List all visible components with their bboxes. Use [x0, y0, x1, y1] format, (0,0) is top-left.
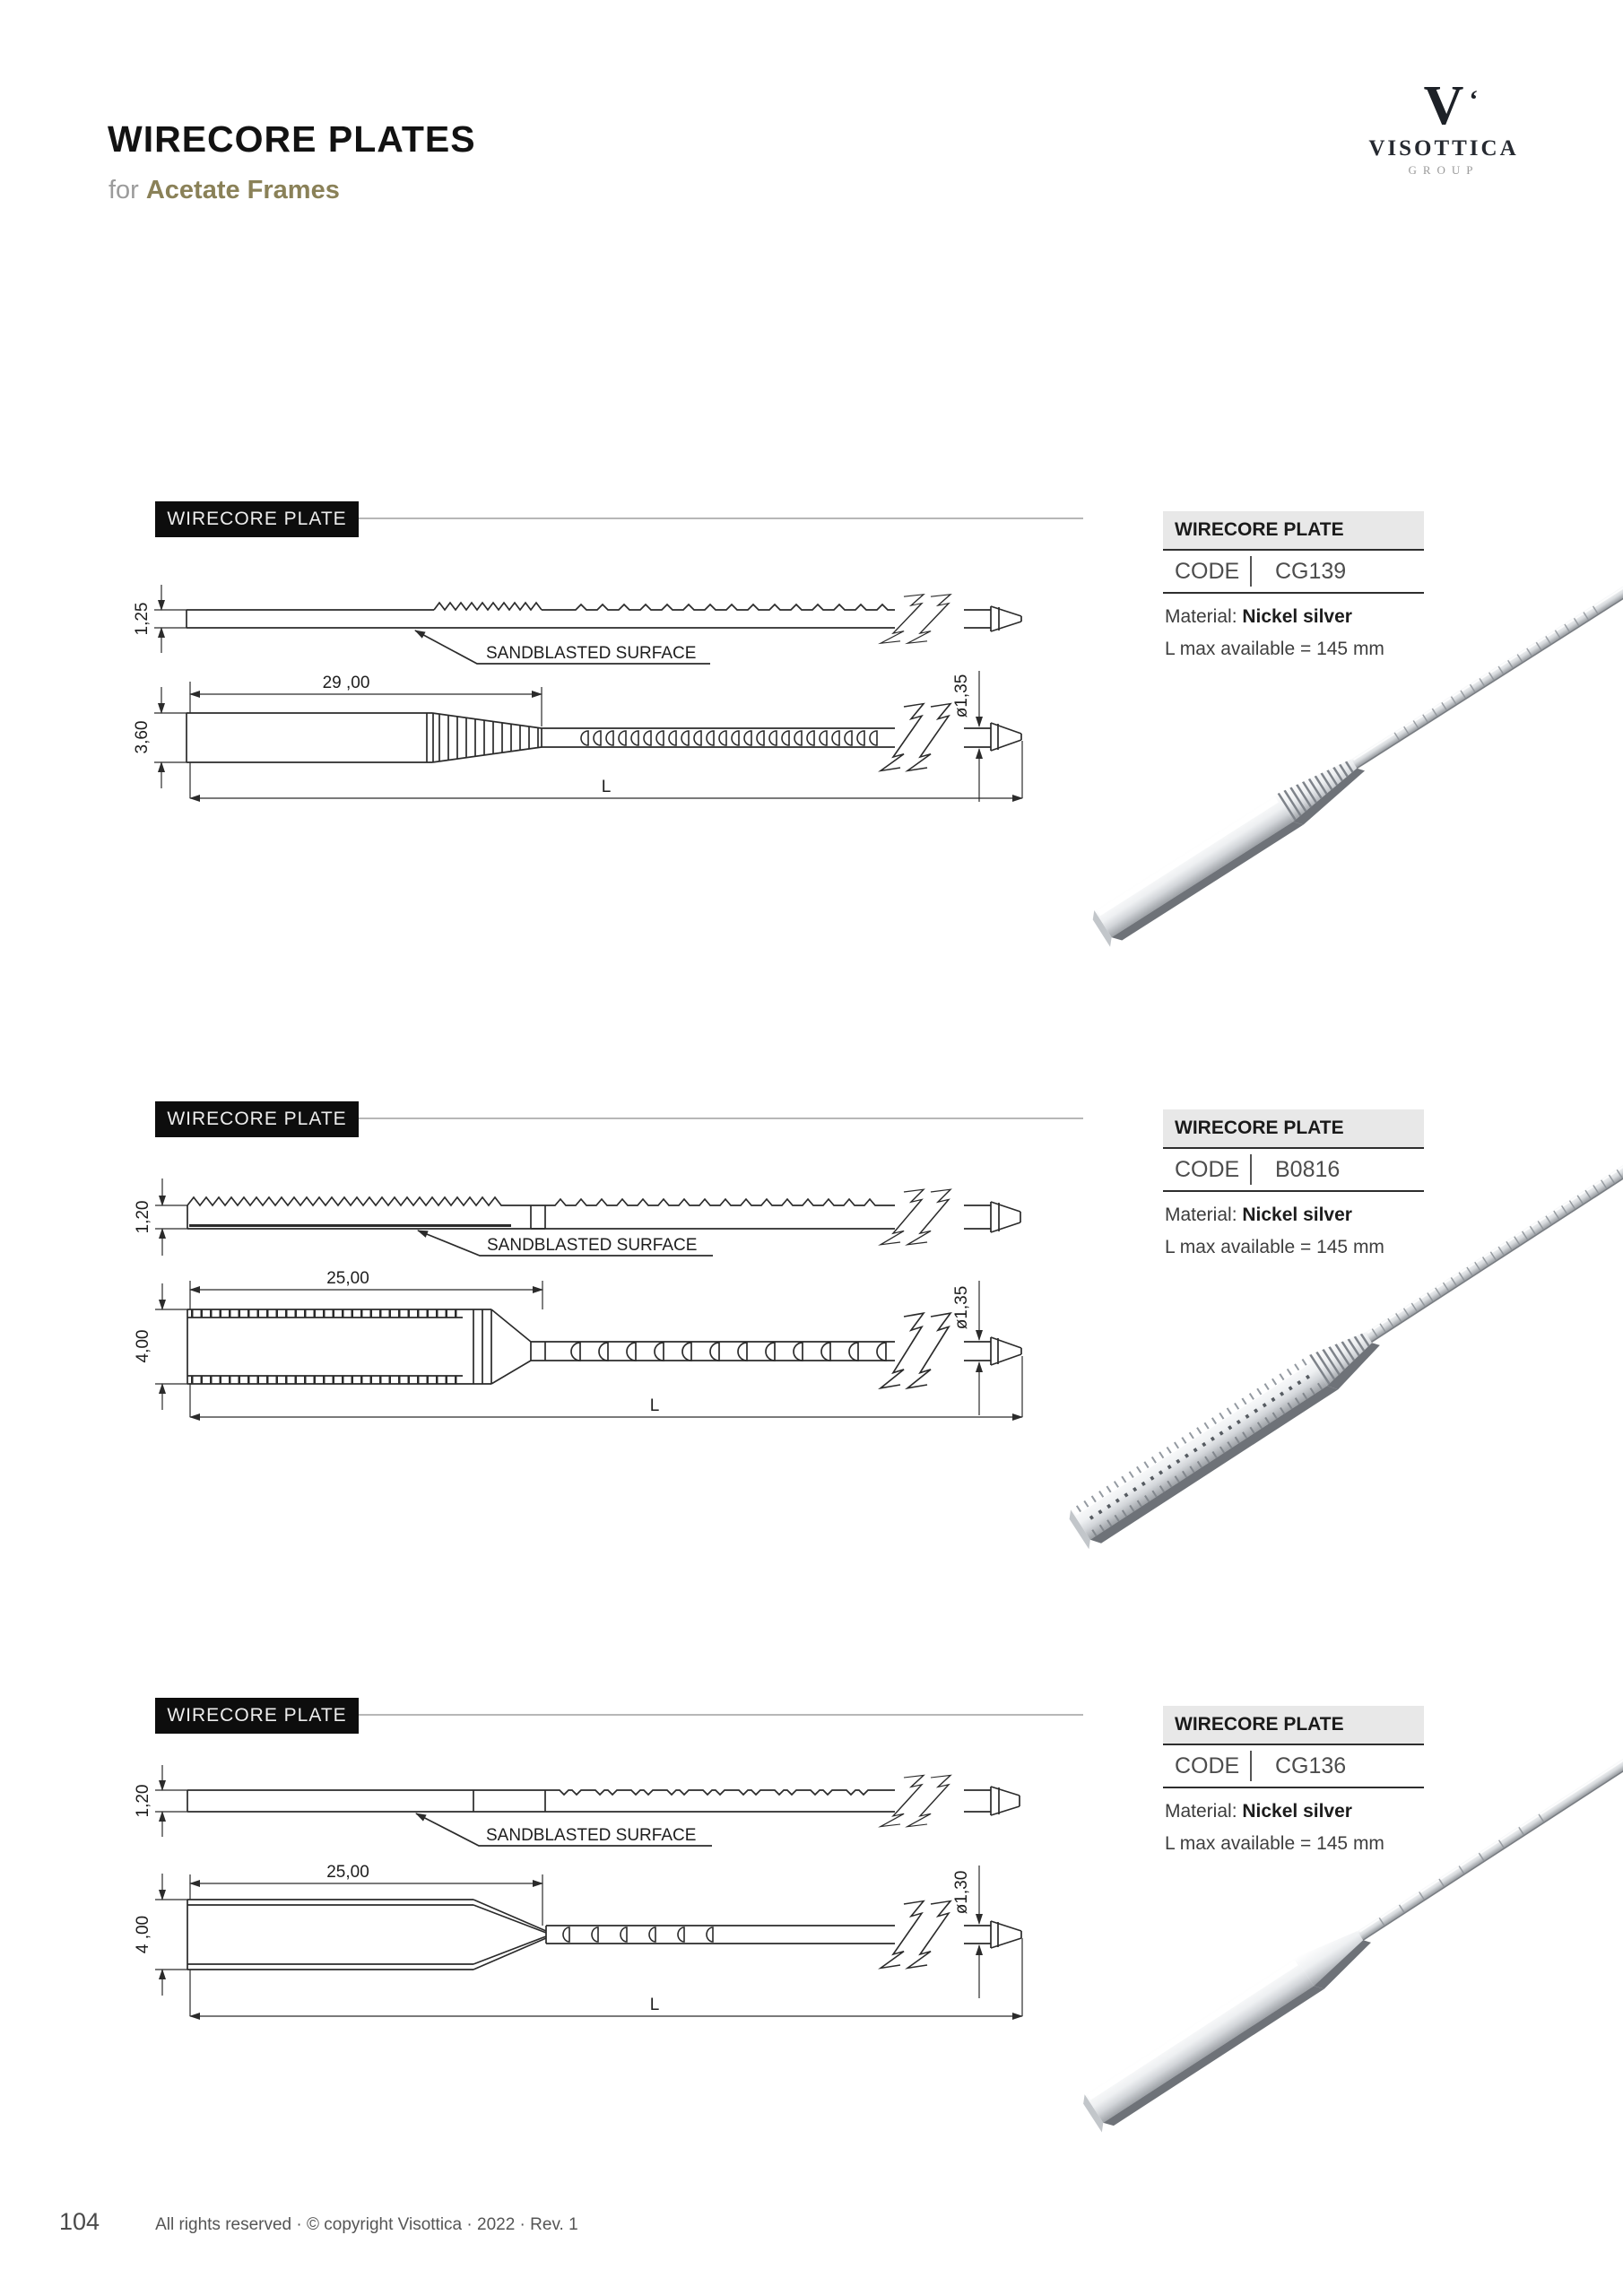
section-banner: WIRECORE PLATE: [155, 1698, 359, 1734]
break-symbol: [881, 1313, 950, 1388]
technical-drawing-b0816: [117, 1166, 1094, 1471]
code-value: B0816: [1275, 1156, 1341, 1182]
material-line: Material: Nickel silver: [1165, 1205, 1352, 1225]
break-symbol: [881, 1189, 950, 1245]
copyright-text: All rights reserved · © copyright Visottica · 2022 · Rev. 1: [155, 2215, 578, 2234]
subtitle-material: Acetate Frames: [145, 176, 340, 204]
info-panel-title: WIRECORE PLATE: [1163, 511, 1424, 549]
dim-plate-length: 29 ,00: [322, 674, 370, 692]
surface-note: SANDBLASTED SURFACE: [486, 644, 697, 663]
lmax-line: L max available = 145 mm: [1165, 639, 1384, 659]
product-photo-b0816: [1067, 1139, 1623, 1561]
technical-drawing-cg139: [117, 574, 1094, 861]
dim-plate-length: 25,00: [326, 1269, 369, 1288]
dim-length: L: [649, 1396, 660, 1415]
surface-note: SANDBLASTED SURFACE: [486, 1826, 697, 1845]
wire-rib-marks: [563, 1927, 713, 1942]
code-label: CODE: [1175, 1752, 1240, 1779]
dim-thickness: 1,25: [133, 602, 152, 636]
break-symbol: [881, 595, 950, 644]
logo-group: GROUP: [1408, 163, 1480, 177]
dim-thickness: 1,20: [134, 1200, 152, 1234]
dim-wire-diameter: ø1,30: [952, 1870, 971, 1915]
technical-drawing-cg136: [117, 1758, 1094, 2063]
brand-logo: [1358, 75, 1529, 178]
logo-accent-icon: ʻ: [1469, 85, 1479, 115]
surface-note: SANDBLASTED SURFACE: [487, 1236, 698, 1255]
section-banner: WIRECORE PLATE: [155, 501, 359, 537]
info-panel-title: WIRECORE PLATE: [1163, 1109, 1424, 1147]
break-symbol: [881, 704, 950, 771]
code-value: CG139: [1275, 558, 1347, 584]
page-footer: [59, 2208, 578, 2236]
dim-length: L: [649, 1996, 660, 2014]
section-banner: WIRECORE PLATE: [155, 1101, 359, 1137]
code-value: CG136: [1275, 1752, 1347, 1779]
lmax-line: L max available = 145 mm: [1165, 1237, 1384, 1257]
logo-name: VISOTTICA: [1368, 136, 1519, 161]
break-symbol: [881, 1901, 950, 1969]
dim-thickness: 1,20: [134, 1784, 152, 1818]
wire-rib-marks: [581, 731, 877, 745]
lmax-line: L max available = 145 mm: [1165, 1833, 1384, 1854]
code-label: CODE: [1175, 1156, 1240, 1182]
page-subtitle: [108, 176, 340, 205]
logo-v-icon: V ʻ: [1423, 75, 1479, 136]
dim-plate-width: 3,60: [133, 720, 152, 754]
material-line: Material: Nickel silver: [1165, 1801, 1352, 1822]
code-label: CODE: [1175, 558, 1240, 584]
dim-wire-diameter: ø1,35: [952, 1285, 971, 1330]
banner-rule: [359, 517, 1083, 519]
dim-wire-diameter: ø1,35: [952, 674, 971, 718]
banner-rule: [359, 1714, 1083, 1716]
break-symbol: [881, 1775, 950, 1826]
banner-rule: [359, 1118, 1083, 1119]
dim-plate-length: 25,00: [326, 1863, 369, 1882]
product-photo-cg136: [1076, 1731, 1623, 2144]
subtitle-prefix: for: [108, 176, 139, 204]
info-panel-title: WIRECORE PLATE: [1163, 1706, 1424, 1744]
dim-plate-width: 4 ,00: [134, 1915, 152, 1954]
wire-rib-marks: [571, 1343, 886, 1361]
dim-plate-width: 4,00: [134, 1329, 152, 1363]
material-line: Material: Nickel silver: [1165, 606, 1352, 627]
dim-length: L: [601, 778, 612, 796]
page-number: 104: [59, 2208, 100, 2235]
page-title: WIRECORE PLATES: [108, 118, 476, 160]
product-photo-cg139: [1067, 565, 1623, 951]
